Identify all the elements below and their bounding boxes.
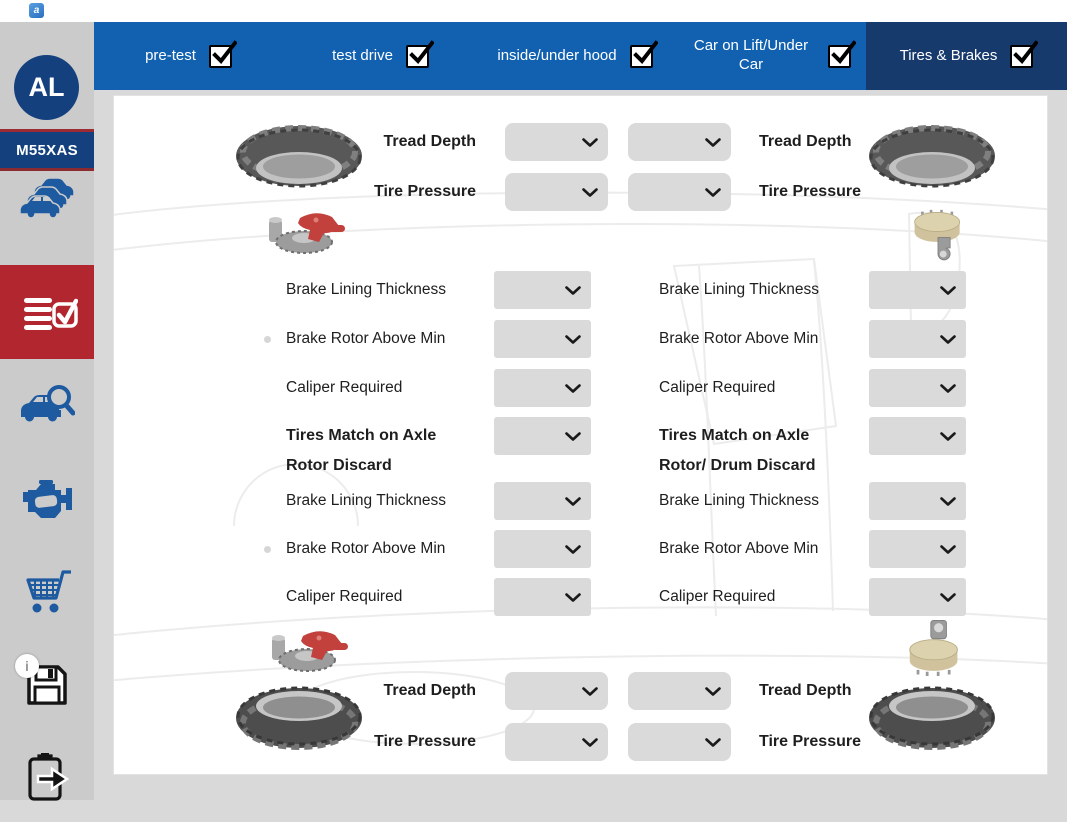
right-caliper-required-select[interactable] <box>869 369 966 407</box>
tab-test-drive[interactable] <box>283 22 478 90</box>
rotor-discard-header: Rotor Discard <box>286 457 392 474</box>
left-brake-lining-select[interactable] <box>494 271 591 309</box>
front-right-tread-depth-select[interactable] <box>628 123 731 161</box>
right-brake-rotor-label: Brake Rotor Above Min <box>659 330 819 347</box>
row-indicator-dot <box>264 336 271 343</box>
rear-right-tire-image <box>867 681 997 751</box>
rear-left-tire-pressure-label: Tire Pressure <box>374 733 476 750</box>
right-tires-match-label: Tires Match on Axle <box>659 427 810 444</box>
car-search-icon <box>19 384 75 428</box>
tab-label: inside/under hood <box>497 46 617 64</box>
row-indicator-dot <box>264 546 271 553</box>
tab-label: Tires & Brakes <box>899 46 998 64</box>
sidebar-item-vehicle-search[interactable] <box>0 359 94 452</box>
left-brake-rotor-select[interactable] <box>494 320 591 358</box>
front-right-tire-image <box>867 124 997 194</box>
drum-brake-image-bottom <box>907 618 962 676</box>
right-discard-caliper-select[interactable] <box>869 578 966 616</box>
drum-brake-image-top <box>912 208 964 262</box>
tab-pre-test[interactable] <box>94 22 283 90</box>
front-left-tire-pressure-select[interactable] <box>505 173 608 211</box>
left-discard-caliper-select[interactable] <box>494 578 591 616</box>
tab-checkbox-checked[interactable] <box>209 45 232 68</box>
right-discard-brake-lining-label: Brake Lining Thickness <box>659 492 819 509</box>
front-right-tread-depth-label: Tread Depth <box>759 133 852 150</box>
right-caliper-required-label: Caliper Required <box>659 379 776 396</box>
tab-label: Car on Lift/Under Car <box>693 37 809 73</box>
section-tab-bar <box>94 22 1067 90</box>
right-discard-brake-rotor-label: Brake Rotor Above Min <box>659 540 819 557</box>
sidebar-item-engine[interactable] <box>0 452 94 545</box>
cars-queue-icon <box>18 175 76 219</box>
parts-cart-icon <box>21 568 73 616</box>
tab-tires-brakes[interactable] <box>866 22 1067 90</box>
tires-brakes-panel <box>113 95 1048 775</box>
rear-right-tread-depth-select[interactable] <box>628 672 731 710</box>
sidebar-item-save[interactable] <box>0 638 94 731</box>
engine-icon <box>19 478 75 520</box>
export-icon <box>22 751 72 803</box>
tab-checkbox-checked[interactable] <box>630 45 653 68</box>
right-discard-brake-rotor-select[interactable] <box>869 530 966 568</box>
front-left-tread-depth-select[interactable] <box>505 123 608 161</box>
left-tires-match-select[interactable] <box>494 417 591 455</box>
right-brake-lining-label: Brake Lining Thickness <box>659 281 819 298</box>
tab-checkbox-checked[interactable] <box>406 45 429 68</box>
tab-checkbox-checked[interactable] <box>1010 45 1033 68</box>
rear-left-tread-depth-select[interactable] <box>505 672 608 710</box>
rear-left-tire-pressure-select[interactable] <box>505 723 608 761</box>
right-brake-rotor-select[interactable] <box>869 320 966 358</box>
sidebar-item-export-report[interactable] <box>0 731 94 822</box>
info-badge: i <box>15 654 39 678</box>
tab-label: test drive <box>332 46 393 64</box>
rear-left-tread-depth-label: Tread Depth <box>383 682 476 699</box>
front-right-tire-pressure-select[interactable] <box>628 173 731 211</box>
rear-right-tread-depth-label: Tread Depth <box>759 682 852 699</box>
sidebar-item-vehicle-queue[interactable] <box>0 150 94 243</box>
sidebar <box>0 22 94 800</box>
left-discard-brake-rotor-label: Brake Rotor Above Min <box>286 540 446 557</box>
right-brake-lining-select[interactable] <box>869 271 966 309</box>
sidebar-item-parts-cart[interactable] <box>0 545 94 638</box>
tab-label: pre-test <box>145 46 196 64</box>
sidebar-item-inspection-checklist[interactable] <box>0 265 94 359</box>
inspection-checklist-icon <box>16 286 78 338</box>
front-left-tire-pressure-label: Tire Pressure <box>374 183 476 200</box>
left-caliper-required-label: Caliper Required <box>286 379 403 396</box>
left-discard-caliper-label: Caliper Required <box>286 588 403 605</box>
right-tires-match-select[interactable] <box>869 417 966 455</box>
tab-checkbox-checked[interactable] <box>828 45 851 68</box>
rear-right-tire-pressure-label: Tire Pressure <box>759 733 861 750</box>
left-tires-match-label: Tires Match on Axle <box>286 427 437 444</box>
status-bar <box>0 0 1067 22</box>
front-left-tread-depth-label: Tread Depth <box>383 133 476 150</box>
tab-car-on-lift[interactable] <box>672 22 866 90</box>
avatar[interactable]: AL <box>14 55 79 120</box>
file-manager-icon: a <box>29 3 44 18</box>
rear-right-tire-pressure-select[interactable] <box>628 723 731 761</box>
disc-brake-image-top <box>266 208 351 263</box>
tab-inside-under-hood[interactable] <box>478 22 672 90</box>
vehicle-id-plate: M55XAS <box>0 129 94 171</box>
left-brake-lining-label: Brake Lining Thickness <box>286 281 446 298</box>
left-caliper-required-select[interactable] <box>494 369 591 407</box>
right-discard-caliper-label: Caliper Required <box>659 588 776 605</box>
left-discard-brake-rotor-select[interactable] <box>494 530 591 568</box>
left-brake-rotor-label: Brake Rotor Above Min <box>286 330 446 347</box>
left-discard-brake-lining-select[interactable] <box>494 482 591 520</box>
front-right-tire-pressure-label: Tire Pressure <box>759 183 861 200</box>
right-discard-brake-lining-select[interactable] <box>869 482 966 520</box>
rotor-drum-discard-header: Rotor/ Drum Discard <box>659 457 816 474</box>
left-discard-brake-lining-label: Brake Lining Thickness <box>286 492 446 509</box>
